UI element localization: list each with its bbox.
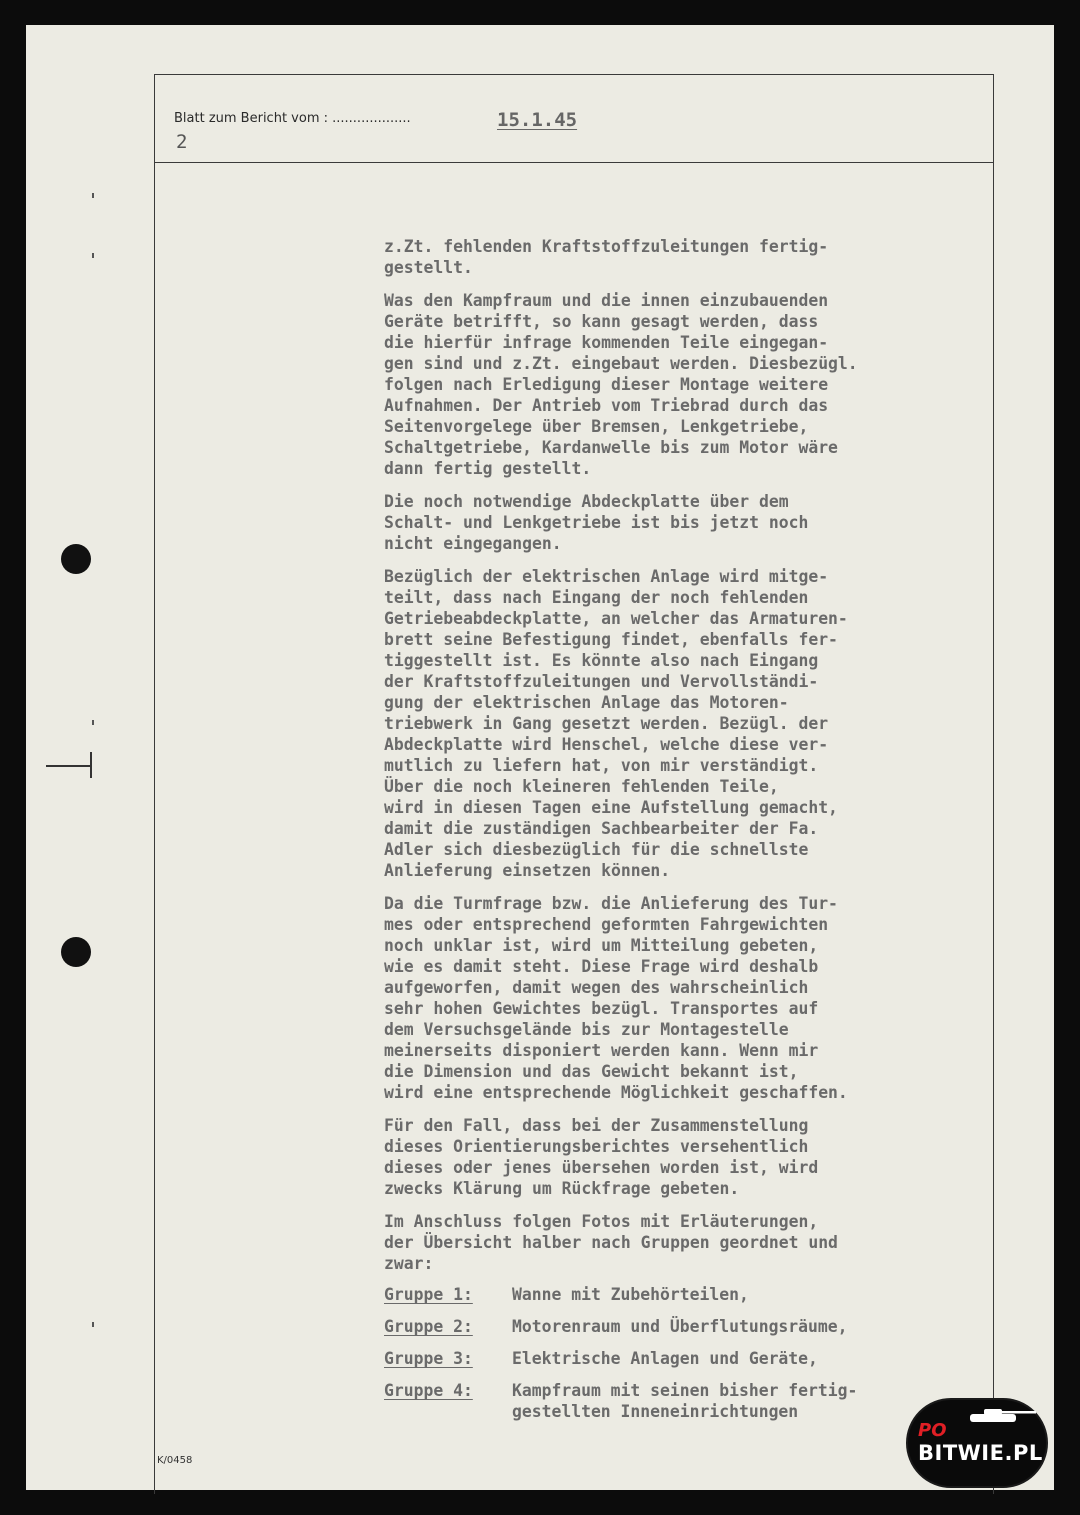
photo-group-label-cell — [384, 1348, 512, 1369]
paragraph — [384, 236, 984, 278]
photo-group-item — [384, 1316, 984, 1337]
margin-mark — [92, 1322, 94, 1327]
text-line: meinerseits disponiert werden kann. Wenn mir — [384, 1041, 819, 1060]
paragraph — [384, 491, 984, 554]
date-fill-line: ................... — [332, 111, 411, 126]
paragraph — [384, 1115, 984, 1199]
text-line: gestellten Inneneinrichtungen — [512, 1402, 799, 1421]
photo-group-label: Gruppe 2: — [384, 1317, 473, 1336]
fold-mark-tick — [90, 752, 92, 778]
fold-mark — [46, 765, 91, 767]
text-line: sehr hohen Gewichtes bezügl. Transportes auf — [384, 999, 819, 1018]
photo-group-description — [512, 1284, 749, 1305]
text-line: wird in diesen Tagen eine Aufstellung gemacht, — [384, 798, 838, 817]
text-line: mes oder entsprechend geformten Fahrgewichten — [384, 915, 829, 934]
paragraph — [384, 290, 984, 479]
text-line: Was den Kampfraum und die innen einzubauenden — [384, 291, 829, 310]
text-line: Die noch notwendige Abdeckplatte über dem — [384, 492, 789, 511]
text-line: Über die noch kleineren fehlenden Teile, — [384, 777, 779, 796]
text-line: die hierfür infrage kommenden Teile eingegan- — [384, 333, 829, 352]
text-line: Aufnahmen. Der Antrieb vom Triebrad durch das — [384, 396, 829, 415]
text-line: dann fertig gestellt. — [384, 459, 592, 478]
text-line: Im Anschluss folgen Fotos mit Erläuterungen, — [384, 1212, 819, 1231]
header-divider — [154, 162, 994, 163]
text-line: noch unklar ist, wird um Mitteilung gebeten, — [384, 936, 819, 955]
text-line: Bezüglich der elektrischen Anlage wird mitge- — [384, 567, 829, 586]
margin-mark — [92, 193, 94, 198]
photo-group-item — [384, 1348, 984, 1369]
photo-group-label: Gruppe 4: — [384, 1381, 473, 1400]
text-line: dieses Orientierungsberichtes versehentlich — [384, 1137, 809, 1156]
text-line: damit die zuständigen Sachbearbeiter der Fa. — [384, 819, 819, 838]
text-line: Schalt- und Lenkgetriebe ist bis jetzt noch — [384, 513, 809, 532]
report-body — [384, 236, 984, 1286]
report-sheet-label-text: Blatt zum Bericht vom : — [174, 111, 328, 126]
text-line: die Dimension und das Gewicht bekannt ist, — [384, 1062, 799, 1081]
text-line: Adler sich diesbezüglich für die schnellste — [384, 840, 809, 859]
text-line: Wanne mit Zubehörteilen, — [512, 1285, 749, 1304]
text-line: der Kraftstoffzuleitungen und Vervollständi- — [384, 672, 819, 691]
text-line: mutlich zu liefern hat, von mir verständigt. — [384, 756, 819, 775]
page-number: 2 — [176, 131, 188, 153]
text-line: Für den Fall, dass bei der Zusammenstellung — [384, 1116, 809, 1135]
text-line: Seitenvorgelege über Bremsen, Lenkgetriebe, — [384, 417, 809, 436]
punch-hole-bottom — [61, 937, 91, 967]
photo-group-label-cell — [384, 1380, 512, 1422]
photo-group-item — [384, 1380, 984, 1422]
text-line: Geräte betrifft, so kann gesagt werden, dass — [384, 312, 819, 331]
text-line: wie es damit steht. Diese Frage wird deshalb — [384, 957, 819, 976]
text-line: Elektrische Anlagen und Geräte, — [512, 1349, 818, 1368]
text-line: wird eine entsprechende Möglichkeit geschaffen. — [384, 1083, 848, 1102]
photo-group-description — [512, 1380, 857, 1422]
text-line: triebwerk in Gang gesetzt werden. Bezügl. der — [384, 714, 829, 733]
text-line: aufgeworfen, damit wegen des wahrscheinlich — [384, 978, 809, 997]
text-line: zwar: — [384, 1254, 434, 1273]
watermark-prefix: PO — [918, 1420, 947, 1441]
text-line: Da die Turmfrage bzw. die Anlieferung des Tur- — [384, 894, 838, 913]
text-line: nicht eingegangen. — [384, 534, 562, 553]
paragraph — [384, 893, 984, 1103]
text-line: Anlieferung einsetzen können. — [384, 861, 671, 880]
form-code: K/0458 — [157, 1455, 193, 1466]
text-line: der Übersicht halber nach Gruppen geordnet und — [384, 1233, 838, 1252]
report-date: 15.1.45 — [497, 109, 578, 131]
text-line: folgen nach Erledigung dieser Montage weitere — [384, 375, 829, 394]
photo-group-label-cell — [384, 1284, 512, 1305]
text-line: z.Zt. fehlenden Kraftstoffzuleitungen fertig- — [384, 237, 829, 256]
text-line: Motorenraum und Überflutungsräume, — [512, 1317, 848, 1336]
margin-mark — [92, 253, 94, 258]
paragraph — [384, 1211, 984, 1274]
text-line: dem Versuchsgelände bis zur Montagestelle — [384, 1020, 789, 1039]
text-line: tiggestellt ist. Es könnte also nach Eingang — [384, 651, 819, 670]
text-line: gen sind und z.Zt. eingebaut werden. Diesbezügl. — [384, 354, 858, 373]
photo-group-description — [512, 1316, 848, 1337]
photo-group-label-cell — [384, 1316, 512, 1337]
photo-group-label: Gruppe 3: — [384, 1349, 473, 1368]
photo-group-item — [384, 1284, 984, 1305]
watermark-name: BITWIE.PL — [918, 1441, 1043, 1465]
paragraph — [384, 566, 984, 881]
margin-mark — [92, 720, 94, 725]
text-line: dieses oder jenes übersehen worden ist, wird — [384, 1158, 819, 1177]
punch-hole-top — [61, 544, 91, 574]
report-sheet-label — [174, 111, 411, 126]
tank-icon — [948, 1406, 1040, 1426]
text-line: Kampfraum mit seinen bisher fertig- — [512, 1381, 858, 1400]
text-line: gung der elektrischen Anlage das Motoren- — [384, 693, 789, 712]
text-line: gestellt. — [384, 258, 473, 277]
photo-group-label: Gruppe 1: — [384, 1285, 473, 1304]
text-line: zwecks Klärung um Rückfrage gebeten. — [384, 1179, 740, 1198]
text-line: teilt, dass nach Eingang der noch fehlenden — [384, 588, 809, 607]
text-line: Getriebeabdeckplatte, an welcher das Armaturen- — [384, 609, 848, 628]
text-line: brett seine Befestigung findet, ebenfalls fer- — [384, 630, 838, 649]
text-line: Schaltgetriebe, Kardanwelle bis zum Motor wäre — [384, 438, 838, 457]
photo-group-description — [512, 1348, 818, 1369]
text-line: Abdeckplatte wird Henschel, welche diese ver- — [384, 735, 829, 754]
photo-group-list — [384, 1284, 984, 1433]
